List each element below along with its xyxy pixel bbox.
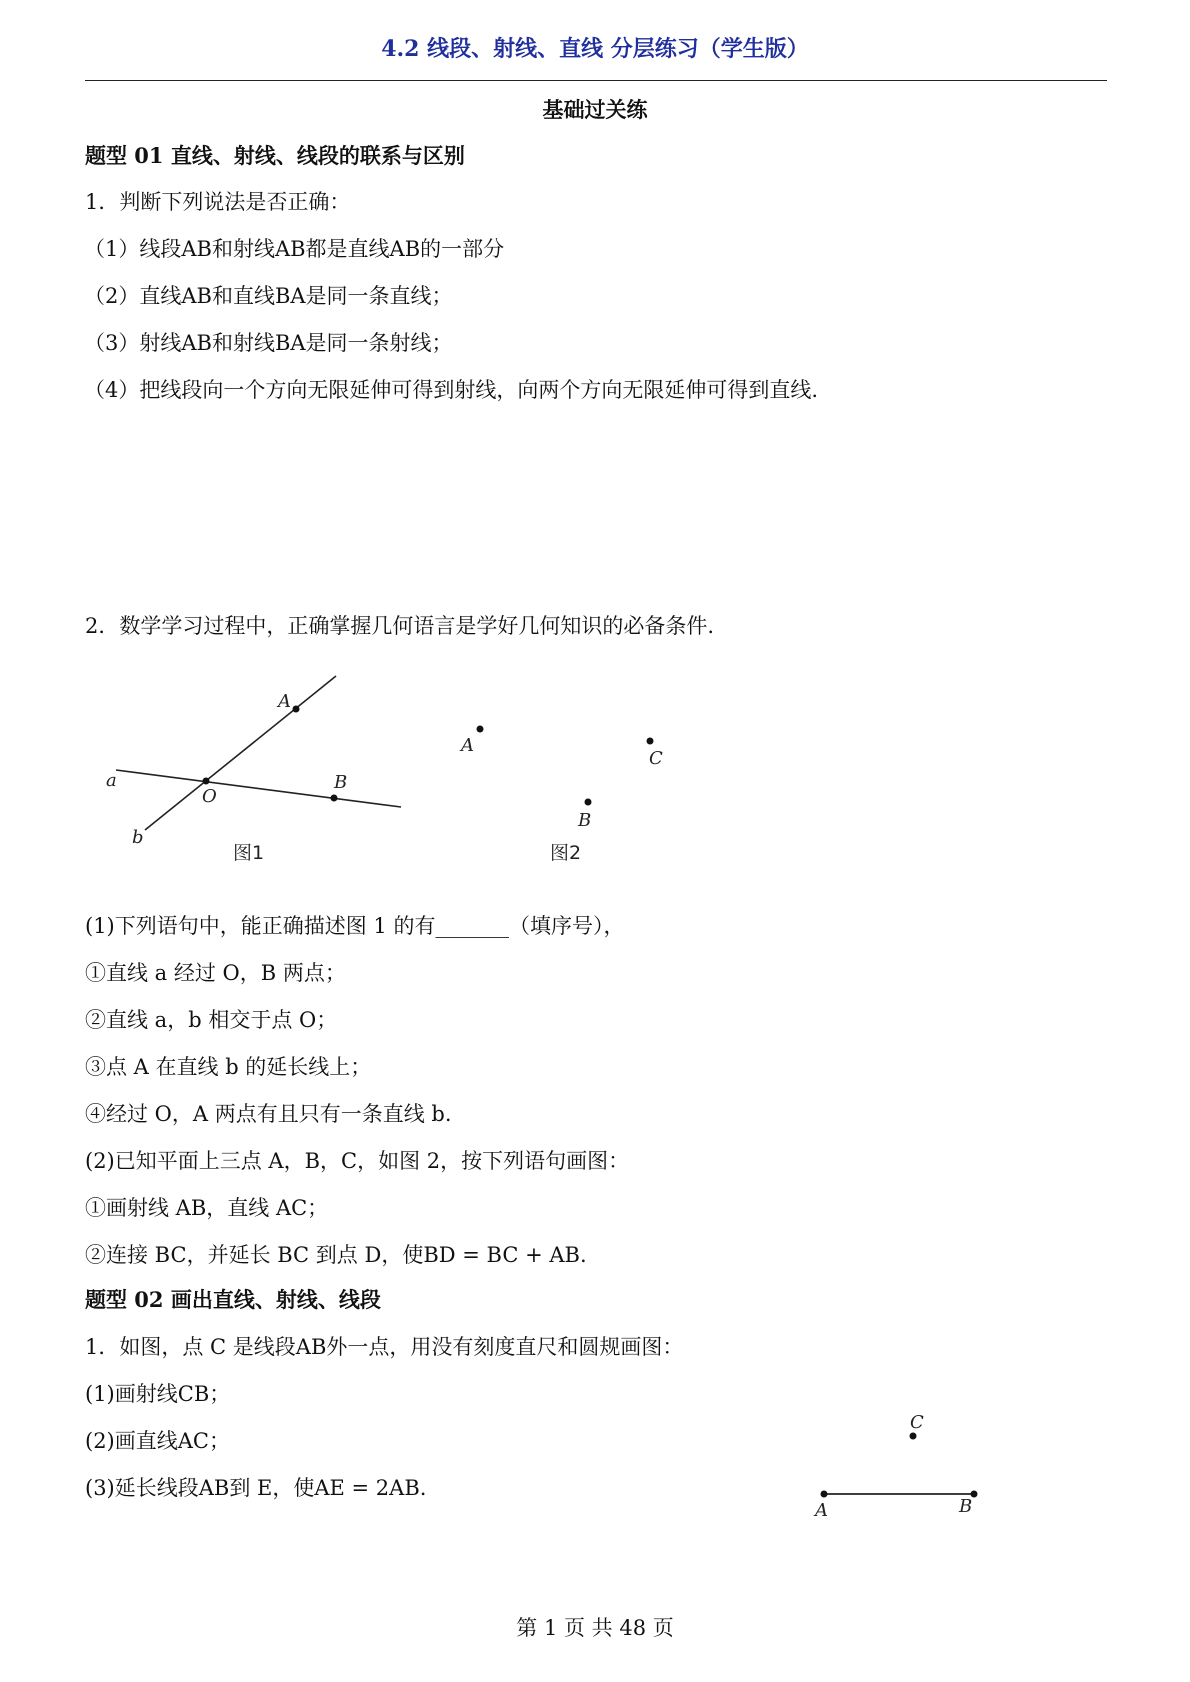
label-O: O xyxy=(202,786,217,807)
point-b-dot xyxy=(585,799,592,806)
q2-step-2: ②连接 BC，并延长 BC 到点 D，使BD = BC + AB. xyxy=(85,1243,587,1267)
figure-1 xyxy=(90,665,420,875)
label-C: C xyxy=(910,1412,924,1433)
point-a-dot xyxy=(293,706,300,713)
point-o-dot xyxy=(203,778,210,785)
line-b xyxy=(145,676,336,830)
label-A: A xyxy=(278,691,291,712)
label-B: B xyxy=(578,810,592,831)
point-c-dot xyxy=(647,738,654,745)
figure-2 xyxy=(450,700,700,870)
type2-q1-step-3: (3)延长线段AB到 E，使AE = 2AB. xyxy=(85,1476,427,1500)
q1-stem: 1．判断下列说法是否正确： xyxy=(85,190,351,214)
label-b: b xyxy=(132,827,144,848)
q2-option-4: ④经过 O，A 两点有且只有一条直线 b. xyxy=(85,1102,452,1126)
line-a xyxy=(116,770,401,807)
figure-2-caption: 图2 xyxy=(550,842,582,864)
type2-q1-stem: 1．如图，点 C 是线段AB外一点，用没有刻度直尺和圆规画图： xyxy=(85,1335,684,1359)
point-a-dot xyxy=(821,1491,828,1498)
q2-step-1: ①画射线 AB，直线 AC； xyxy=(85,1196,329,1220)
q1-item-1: （1）线段AB和射线AB都是直线AB的一部分 xyxy=(84,237,505,261)
point-c-dot xyxy=(910,1433,917,1440)
q1-item-4: （4）把线段向一个方向无限延伸可得到射线，向两个方向无限延伸可得到直线. xyxy=(84,378,819,402)
point-a-dot xyxy=(477,726,484,733)
label-C: C xyxy=(649,748,663,769)
section-title: 基础过关练 xyxy=(542,97,648,122)
page-footer: 第 1 页 共 48 页 xyxy=(516,1616,674,1640)
point-b-dot xyxy=(331,795,338,802)
type2-heading: 题型 02 画出直线、射线、线段 xyxy=(85,1287,381,1312)
q2-option-2: ②直线 a，b 相交于点 O； xyxy=(85,1008,338,1032)
q2-option-1: ①直线 a 经过 O，B 两点； xyxy=(85,961,346,985)
document-title: 4.2 线段、射线、直线 分层练习（学生版） xyxy=(381,36,809,62)
q2-part2: (2)已知平面上三点 A，B，C，如图 2，按下列语句画图： xyxy=(85,1149,630,1173)
figure-segment-ab xyxy=(810,1400,1000,1525)
label-B: B xyxy=(959,1496,973,1517)
label-A: A xyxy=(815,1500,828,1521)
type2-q1-step-1: (1)画射线CB； xyxy=(85,1382,231,1406)
header-divider xyxy=(85,80,1107,81)
label-B: B xyxy=(334,772,348,793)
q1-item-3: （3）射线AB和射线BA是同一条射线； xyxy=(84,331,453,355)
label-a: a xyxy=(106,770,117,791)
type1-heading: 题型 01 直线、射线、线段的联系与区别 xyxy=(85,143,465,168)
figure-1-caption: 图1 xyxy=(233,842,265,864)
type2-q1-step-2: (2)画直线AC； xyxy=(85,1429,230,1453)
q1-item-2: （2）直线AB和直线BA是同一条直线； xyxy=(84,284,453,308)
q2-part1: (1)下列语句中，能正确描述图 1 的有_______（填序号）， xyxy=(85,914,625,938)
label-A: A xyxy=(461,735,474,756)
q2-option-3: ③点 A 在直线 b 的延长线上； xyxy=(85,1055,372,1079)
q2-stem: 2．数学学习过程中，正确掌握几何语言是学好几何知识的必备条件. xyxy=(85,614,715,638)
